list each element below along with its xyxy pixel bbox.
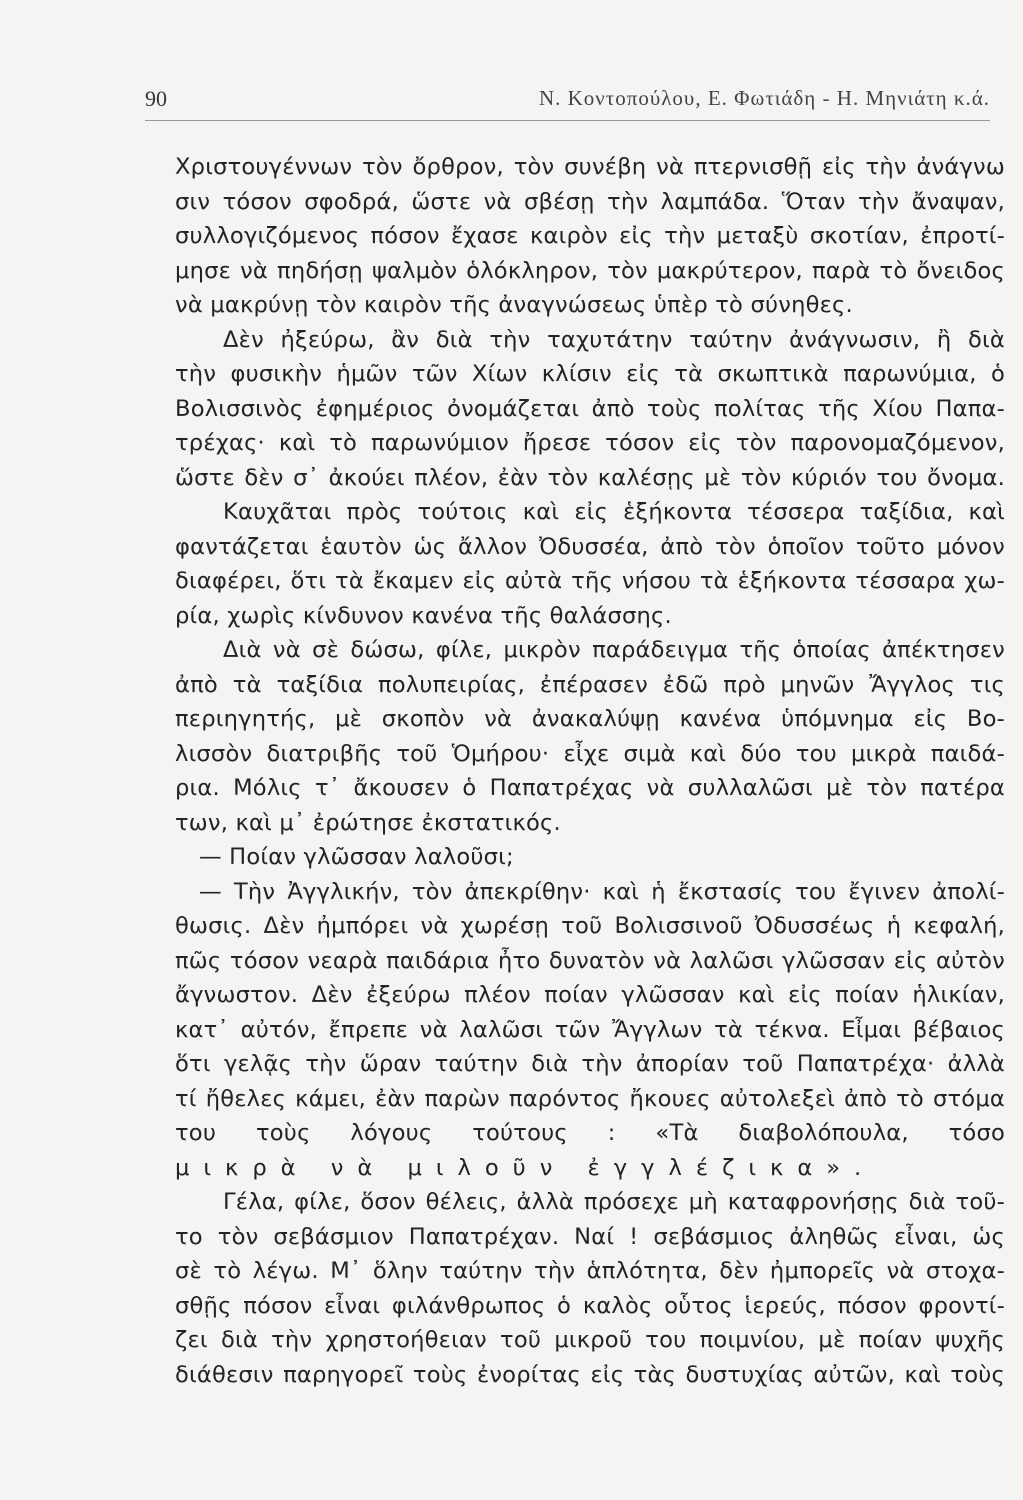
text-line: σιν τόσον σφοδρά, ὥστε νὰ σβέσῃ τὴν λαμπάδα. Ὅταν τὴν ἄναψαν,: [175, 188, 1005, 215]
text-line: Γέλα, φίλε, ὅσον θέλεις, ἀλλὰ πρόσεχε μὴ καταφρονήσῃς διὰ τοῦ-: [223, 1189, 1005, 1215]
text-line: τί ἤθελες κάμει, ἐὰν παρὼν παρόντος ἤκουες αὐτολεξεὶ ἀπὸ τὸ στόμα: [175, 1085, 1005, 1112]
text-line: Χριστουγέννων τὸν ὄρθρον, τὸν συνέβη νὰ πτερνισθῇ εἰς τὴν ἀνάγνω: [175, 154, 1005, 180]
text-line: λισσὸν διατριβῆς τοῦ Ὁμήρου· εἶχε σιμὰ καὶ δύο του μικρὰ παιδά-: [175, 740, 1005, 767]
text-line: μησε νὰ πηδήσῃ ψαλμὸν ὁλόκληρον, τὸν μακρύτερον, παρὰ τὸ ὄνειδος: [175, 257, 1005, 284]
text-line: των, καὶ μ᾽ ἐρώτησε ἐκστατικός.: [175, 809, 561, 836]
text-line: Δὲν ἠξεύρω, ἂν διὰ τὴν ταχυτάτην ταύτην ἀνάγνωσιν, ἢ διὰ: [223, 326, 1005, 353]
body-text: [175, 150, 1005, 1392]
text-line: θωσις. Δὲν ἠμπόρει νὰ χωρέσῃ τοῦ Βολισσινοῦ Ὀδυσσέως ἡ κεφαλή,: [175, 913, 1005, 939]
text-line: διαφέρει, ὅτι τὰ ἔκαμεν εἰς αὐτὰ τῆς νήσου τὰ ἑξήκοντα τέσσαρα χω-: [175, 568, 1005, 594]
text-line: συλλογιζόμενος πόσον ἔχασε καιρὸν εἰς τὴν μεταξὺ σκοτίαν, ἐπροτί-: [175, 223, 1005, 249]
text-line: τρέχας· καὶ τὸ παρωνύμιον ἤρεσε τόσον εἰς τὸν παρονομαζόμενον,: [175, 430, 1005, 456]
text-line: του τοὺς λόγους τούτους : «Τὰ διαβολόπουλα, τόσο: [175, 1120, 1005, 1146]
text-line: νὰ μακρύνῃ τὸν καιρὸν τῆς ἀναγνώσεως ὑπὲρ τὸ σύνηθες.: [175, 292, 853, 318]
text-line: σὲ τὸ λέγω. Μ᾽ ὅλην ταύτην τὴν ἁπλότητα, δὲν ἠμπορεῖς νὰ στοχα-: [175, 1258, 1005, 1284]
header-rule: [145, 120, 990, 121]
text-line: κατ᾽ αὐτόν, ἔπρεπε νὰ λαλῶσι τῶν Ἄγγλων τὰ τέκνα. Εἶμαι βέβαιος: [175, 1016, 1005, 1043]
text-line: ρία, χωρὶς κίνδυνον κανένα τῆς θαλάσσης.: [175, 602, 672, 629]
text-line: Διὰ νὰ σὲ δώσω, φίλε, μικρὸν παράδειγμα τῆς ὁποίας ἀπέκτησεν: [223, 637, 1005, 663]
page-header: [145, 86, 990, 116]
text-line: ρια. Μόλις τ᾽ ἄκουσεν ὁ Παπατρέχας νὰ συλλαλῶσι μὲ τὸν πατέρα: [175, 775, 1005, 801]
text-line: σθῇς πόσον εἶναι φιλάνθρωπος ὁ καλὸς οὗτος ἱερεύς, πόσον φροντί-: [175, 1292, 1005, 1319]
text-line: διάθεσιν παρηγορεῖ τοὺς ἐνορίτας εἰς τὰς δυστυχίας αὐτῶν, καὶ τοὺς: [175, 1361, 1005, 1388]
text-line: ἀπὸ τὰ ταξίδια πολυπειρίας, ἐπέρασεν ἐδῶ πρὸ μηνῶν Ἄγγλος τις: [175, 671, 1005, 698]
text-line: πῶς τόσον νεαρὰ παιδάρια ἦτο δυνατὸν νὰ λαλῶσι γλῶσσαν εἰς αὐτὸν: [175, 947, 1005, 974]
page-number: 90: [145, 86, 167, 111]
text-line: ὅτι γελᾷς τὴν ὥραν ταύτην διὰ τὴν ἀπορίαν τοῦ Παπατρέχα· ἀλλὰ: [175, 1051, 1005, 1077]
text-line: Βολισσινὸς ἐφημέριος ὀνομάζεται ἀπὸ τοὺς πολίτας τῆς Χίου Παπα-: [175, 395, 1005, 422]
text-line: το τὸν σεβάσμιον Παπατρέχαν. Ναί ! σεβάσμιος ἀληθῶς εἶναι, ὡς: [175, 1223, 1005, 1250]
running-head: Ν. Κοντοπούλου, Ε. Φωτιάδη - Η. Μηνιάτη κ.ά.: [538, 86, 990, 110]
text-line: ὥστε δὲν σ᾽ ἀκούει πλέον, ἐὰν τὸν καλέσῃς μὲ τὸν κύριόν του ὄνομα.: [175, 464, 1005, 491]
text-line: Καυχᾶται πρὸς τούτοις καὶ εἰς ἑξήκοντα τέσσερα ταξίδια, καὶ: [223, 499, 1005, 525]
text-line: μικρὰ νὰ μιλοῦν ἐγγλέζικα».: [175, 1154, 876, 1181]
text-line: ἄγνωστον. Δὲν ἐξεύρω πλέον ποίαν γλῶσσαν καὶ εἰς ποίαν ἡλικίαν,: [175, 982, 1005, 1008]
text-line: περιηγητής, μὲ σκοπὸν νὰ ἀνακαλύψῃ κανένα ὑπόμνημα εἰς Βο-: [175, 706, 1005, 732]
text-line: τὴν φυσικὴν ἡμῶν τῶν Χίων κλίσιν εἰς τὰ σκωπτικὰ παρωνύμια, ὁ: [175, 361, 1005, 387]
text-line: ζει διὰ τὴν χρηστοήθειαν τοῦ μικροῦ του ποιμνίου, μὲ ποίαν ψυχῆς: [175, 1327, 1005, 1353]
dialogue-line: — Ποίαν γλῶσσαν λαλοῦσι;: [199, 844, 514, 870]
dialogue-line: — Τὴν Ἀγγλικήν, τὸν ἀπεκρίθην· καὶ ἡ ἔκστασίς του ἔγινεν ἀπολί-: [199, 878, 1005, 905]
text-line: φαντάζεται ἑαυτὸν ὡς ἄλλον Ὀδυσσέα, ἀπὸ τὸν ὁποῖον τοῦτο μόνον: [175, 533, 1005, 560]
